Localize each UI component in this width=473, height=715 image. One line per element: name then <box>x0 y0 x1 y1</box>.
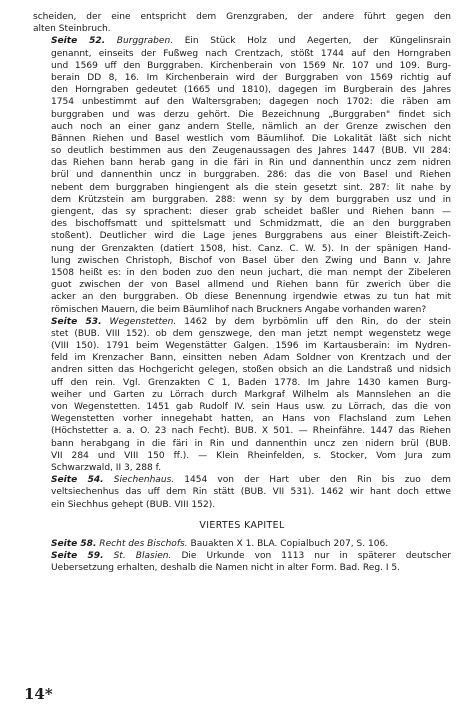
page-reference: Seite 52. <box>51 36 106 47</box>
entry-title: Burggraben. <box>116 36 174 47</box>
text-line: genannt, einseits der Fußweg nach Crentzach, stößt 1744 auf den Horngraben <box>51 48 451 59</box>
entry-title: St. Blasien. <box>113 551 172 562</box>
text-line: alten Steinbruch. <box>33 24 111 35</box>
text-line: scheiden, der eine entspricht dem Grenzgraben, der andere führt gegen den <box>33 12 451 22</box>
page-reference: Seite 53. <box>51 316 102 327</box>
text-line: den Horngraben gedeutet (1665 und 1810), dagegen im Burgberain des Jahres <box>51 85 451 96</box>
text-line: uff den rein. Vgl. Grenzakten C 1, Baden 1778. Im Jahre 1430 kamen Burg- <box>51 377 451 388</box>
text-line: guot zwischen der von Basel allmend und Riehen bann für zwerich über die <box>51 280 451 291</box>
text-line: auch noch an einer ganz andern Stelle, nämlich an der Grenze zwischen den <box>51 121 451 132</box>
entry-first-line-text: Bauakten X 1. BLA. Copialbuch 207, S. 106. <box>187 538 389 549</box>
text-line: und 1569 uff den Burggraben. Kirchenberain von 1569 Nr. 107 und 109. Burg- <box>51 60 451 71</box>
text-line: Schwarzwald, II 3, 288 f. <box>51 462 162 473</box>
text-line <box>33 538 451 550</box>
page-reference: Seite 59. <box>51 551 104 562</box>
text-line: nebent dem burggraben hingiengent als die stein gesetzt sint. 287: lit nahe by <box>51 182 451 193</box>
text-line: weiher und Garten zu Lörrach durch Markgraf Wilhelm als Mannslehen an die <box>51 389 451 400</box>
chapter-heading: VIERTES KAPITEL <box>199 519 285 531</box>
text-line: stet (BUB. VIII 152). ob dem genszwege, den man jetzt nempt wegenstetz wege <box>51 328 451 339</box>
text-line: Bännen Riehen und Basel westlich vom Bäumlihof. Die Lokalität läßt sich nicht <box>51 133 451 144</box>
text-line: Wegenstetten vorher innegehabt hatten, an Hans von Flachsland zum Lehen <box>51 414 451 425</box>
intro-text <box>33 11 451 35</box>
text-line: nung der Grenzakten (datiert 1508, hist. Canz. C. W. 5). In der spänigen Hand- <box>51 243 451 254</box>
text-line: andren sitten das Hochgericht gelegen, stoßen obsich an die Landstraß und nidsich <box>51 365 451 376</box>
text-line: lung zwischen Christoph, Bischof von Basel über den Zwing und Bann v. Jahre <box>51 255 451 266</box>
entry-first-line-text: 1462 by dem byrbömlin uff den Rin, do der stein <box>176 316 451 327</box>
text-line: feld im Krenzacher Bann, einsitten neben Adam Soldner von Krentzach und der <box>51 353 451 364</box>
text-line <box>33 550 451 562</box>
page-reference: Seite 54. <box>51 475 104 486</box>
text-line: acker an den burggraben. Ob diese Benennung irgendwie etwas zu tun hat mit <box>51 292 451 303</box>
text-line: bann herabgang in die färi in Rin und dannenthin uncz zen nidern brül (BUB. <box>51 438 451 449</box>
text-line: berain DD 8, 16. Im Kirchenberain wird der Burggraben von 1569 richtig auf <box>51 72 451 83</box>
text-line: burggraben und was derzu gehört. Die Bezeichnung „Burggraben" findet sich <box>51 109 451 120</box>
entry-first-line-text: Die Urkunde von 1113 nur in späterer deutscher <box>171 551 451 562</box>
entry-paragraph <box>33 538 451 550</box>
text-line: VII 284 und VIII 150 ff.). — Klein Rheinfelden, s. Stocker, Vom Jura zum <box>51 450 451 461</box>
text-line: 1754 unbestimmt auf den Waltersgraben; dagegen noch 1702: die räben am <box>51 97 451 108</box>
entries-section <box>33 35 451 510</box>
text-line: (Höchstetter a. a. O. 23 nach Fecht). BUB. X 501. — Rheinfähre. 1447 das Riehen <box>51 426 451 437</box>
chapter-entries-section <box>33 538 451 575</box>
entry-title: Recht des Bischofs. <box>99 538 188 549</box>
text-line: von Wegenstetten. 1451 gab Rudolf IV. sein Haus usw. zu Lörrach, das die von <box>51 402 451 412</box>
text-line: des bischoffsmatt und spittelsmatt und Schmidzmatt, die an den burggraben <box>51 219 451 230</box>
text-line: dem Krützstein am burggraben. 288: wenn sy by dem burggraben usz und in <box>51 194 451 205</box>
text-line: Uebersetzung erhalten, deshalb die Namen nicht in alter Form. Bad. Reg. I 5. <box>51 563 400 574</box>
entry-paragraph <box>33 474 451 511</box>
entry-title: Siechenhaus. <box>113 475 175 486</box>
body-text <box>33 11 451 574</box>
text-line: (VIII 150). 1791 beim Wegenstätter Galgen. 1596 im Kartausberain: im Nydren- <box>51 341 451 352</box>
entry-paragraph <box>33 550 451 574</box>
text-line: veltsiechenhus das uff dem Rin stätt (BUB. VII 531). 1462 wir hant doch ettwe <box>51 487 451 498</box>
text-line <box>33 316 451 328</box>
text-line: giengent, das sy sprachent: dieser grab scheidet baßler und Riehen bann — <box>51 207 451 217</box>
text-line: so deutlich bestimmen aus den Zeugenaussagen des Jahres 1447 (BUB. VII 284: <box>51 146 451 157</box>
text-line: stoßent). Deutlicher wird die Lage jenes Burggrabens aus einer Bleistift-Zeich- <box>51 231 451 242</box>
text-line: brül und dannenthin uncz in burggraben. 286: das die von Basel und Riehen <box>51 170 451 181</box>
entry-paragraph <box>33 35 451 315</box>
text-line: ein Siechhus gehept (BUB. VIII 152). <box>51 499 216 510</box>
entry-first-line-text: 1454 von der Hart uber den Rin bis zuo dem <box>174 475 451 486</box>
entry-first-line-text: Ein Stück Holz und Aegerten, der Küngelinsrain <box>173 36 452 47</box>
text-line: 1508 heißt es: in den boden zuo den neun juchart, die man nempt der Zibeleren <box>51 267 451 278</box>
page-reference: Seite 58. <box>51 538 97 549</box>
text-line <box>33 474 451 486</box>
entry-title: Wegenstetten. <box>109 316 177 327</box>
text-line <box>33 35 451 47</box>
page-number: 14* <box>24 685 53 703</box>
entry-paragraph <box>33 316 451 474</box>
intro-paragraph <box>33 11 451 35</box>
text-line: das Riehen bann herab gang in die färi in Rin und dannenthin uncz zem nidren <box>51 158 451 169</box>
text-line: römischen Mauern, die beim Bäumlihof nach Bruckners Angabe vorhanden waren? <box>51 304 427 315</box>
